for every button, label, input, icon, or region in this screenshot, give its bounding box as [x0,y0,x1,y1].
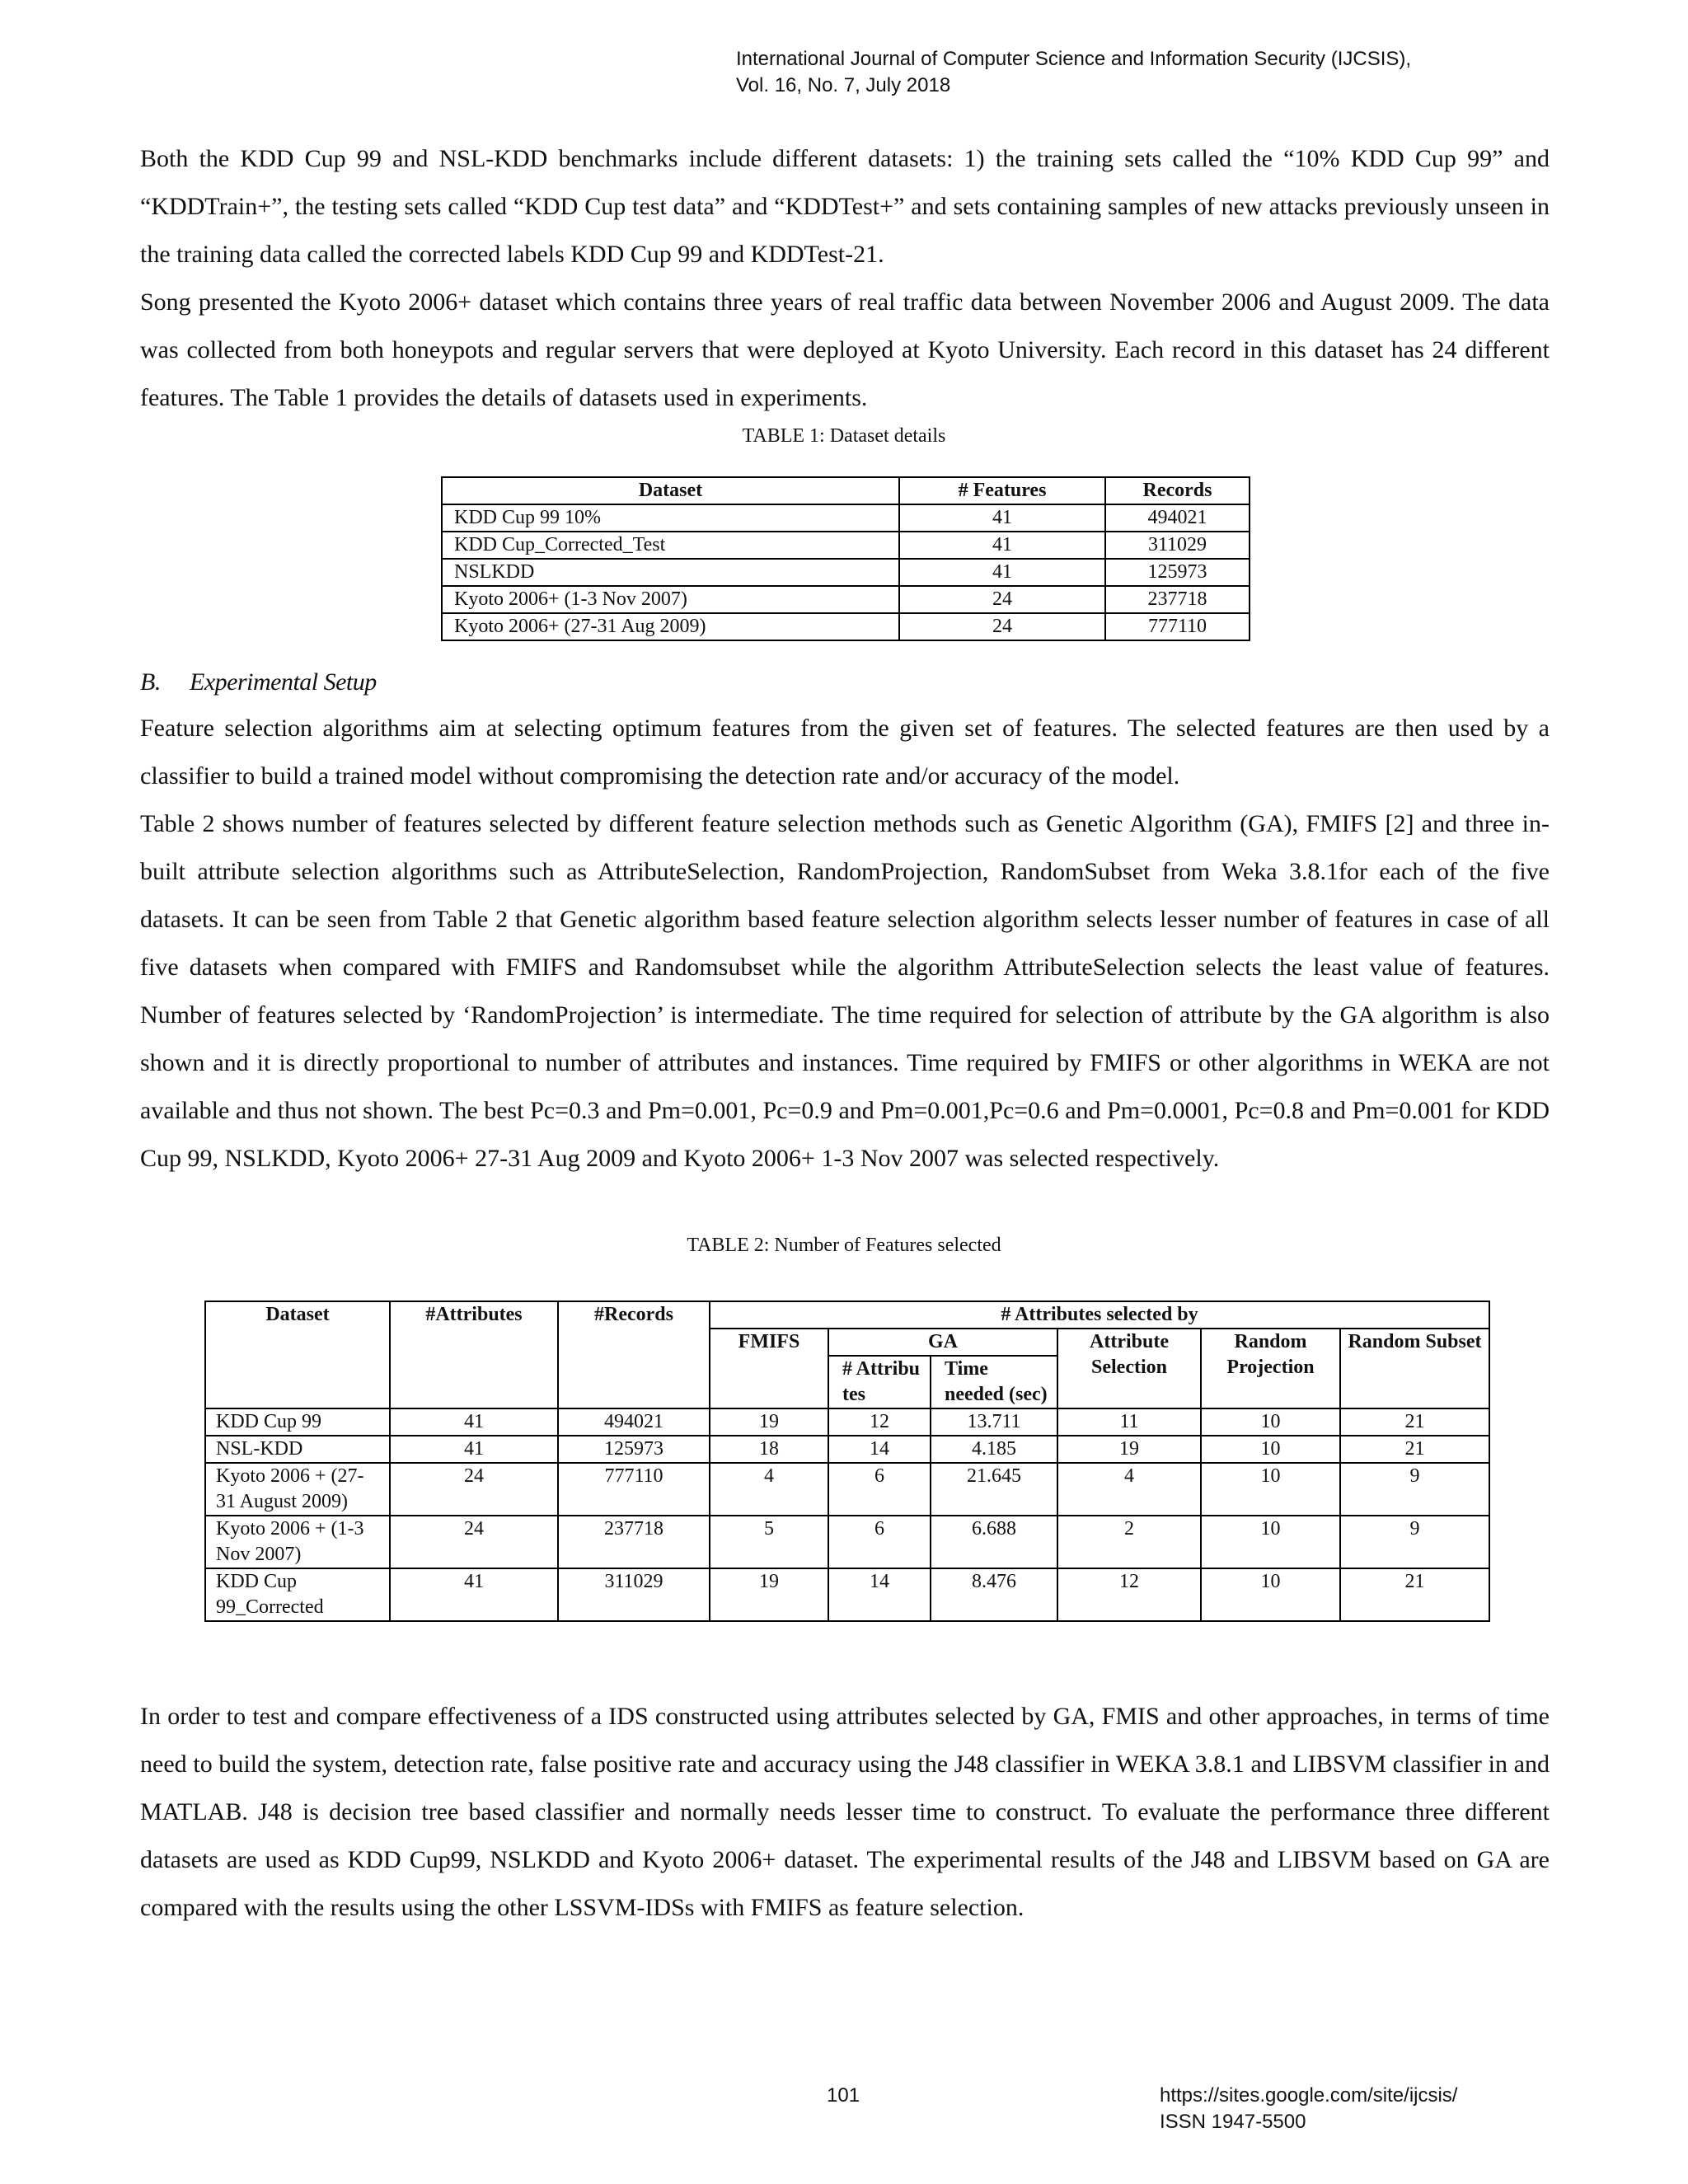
table1-header-row [442,477,1250,504]
table2-cell: 13.711 [931,1408,1057,1436]
table1-cell: 24 [899,613,1105,640]
table1-header-features: # Features [899,477,1105,504]
table1-cell: 41 [899,559,1105,586]
table2-cell: 24 [390,1516,558,1568]
table2-cell: 494021 [558,1408,710,1436]
table1-cell: KDD Cup 99 10% [442,504,899,532]
table2-cell: 6 [828,1516,931,1568]
table1-cell: KDD Cup_Corrected_Test [442,532,899,559]
table2-cell: 21.645 [931,1463,1057,1516]
paragraph-feature-selection: Feature selection algorithms aim at selecting optimum features from the given set of features. The selected features are then used by a classifier to build a trained model without compromising the detection rate and/or accuracy of the model. [140,715,1550,790]
table2-header-ga-attributes: # Attribu tes [828,1356,931,1408]
table1-cell: Kyoto 2006+ (27-31 Aug 2009) [442,613,899,640]
table2-header-ga: GA [828,1329,1057,1356]
table1-cell: 237718 [1105,586,1250,613]
table1-cell: 41 [899,504,1105,532]
table2-header-fmifs: FMIFS [710,1329,828,1408]
table2-cell: 19 [710,1408,828,1436]
section-title: Experimental Setup [190,668,377,696]
paragraph-kyoto: Song presented the Kyoto 2006+ dataset which contains three years of real traffic data between November 2006 and August 2009. The data was collected from both honeypots and regular servers that were deployed at Kyoto University. Each record in this dataset has 24 different features. The Table 1 provides the details of datasets used in experiments. [140,288,1550,411]
table2-cell: 12 [828,1408,931,1436]
table2-header-attribute-selection: Attribute Selection [1057,1329,1201,1408]
section-number: B. [140,668,161,696]
table2-cell: 237718 [558,1516,710,1568]
table2-cell: 10 [1201,1568,1340,1621]
table1-header-dataset: Dataset [442,477,899,504]
table1-cell: 24 [899,586,1105,613]
paragraph-table2-discussion: Table 2 shows number of features selected by different feature selection methods such as Genetic Algorithm (GA), FMIFS [2] and three in-built attribute selection algorithms such as AttributeSelection, RandomProjection, RandomSubset from Weka 3.8.1for each of the five datasets. It can be seen from Table 2 that Genetic algorithm based feature selection algorithm selects lesser number of features in case of all five datasets when compared with FMIFS and Randomsubset while the algorithm AttributeSelection selects the least value of features. Number of features selected by ‘RandomProjection’ is intermediate. The time required for selection of attribute by the GA algorithm is also shown and it is directly proportional to number of attributes and instances. Time required by FMIFS or other algorithms in WEKA are not available and thus not shown. The best Pc=0.3 and Pm=0.001, Pc=0.9 and Pm=0.001,Pc=0.6 and Pm=0.0001, Pc=0.8 and Pm=0.001 for KDD Cup 99, NSLKDD, Kyoto 2006+ 27-31 Aug 2009 and Kyoto 2006+ 1-3 Nov 2007 was selected respectively. [140,810,1550,1172]
table2-cell: 4.185 [931,1436,1057,1463]
table2-cell: 6 [828,1463,931,1516]
table2-cell: 21 [1340,1408,1489,1436]
table2-caption: TABLE 2: Number of Features selected [687,1235,1001,1256]
table2-cell: 311029 [558,1568,710,1621]
table2-cell: 8.476 [931,1568,1057,1621]
table-row [442,532,1250,559]
table2-header-attributes: #Attributes [390,1301,558,1408]
table2-cell: KDD Cup 99 [205,1408,390,1436]
table1 [441,476,1250,641]
journal-title: International Journal of Computer Science and Information Security (IJCSIS), [736,48,1412,70]
table2-cell: 18 [710,1436,828,1463]
table2-header-row [205,1301,1489,1329]
table1-cell: NSLKDD [442,559,899,586]
journal-header [736,46,1411,99]
table1-cell: 494021 [1105,504,1250,532]
table2-cell: 5 [710,1516,828,1568]
table2-header-random-subset: Random Subset [1340,1329,1489,1408]
table2-cell: 24 [390,1463,558,1516]
table2-cell: 14 [828,1568,931,1621]
table2-cell: 41 [390,1568,558,1621]
table2-cell: Kyoto 2006 + (1-3 Nov 2007) [205,1516,390,1568]
table1-cell: Kyoto 2006+ (1-3 Nov 2007) [442,586,899,613]
table2-cell: 11 [1057,1408,1201,1436]
table2-cell: 9 [1340,1463,1489,1516]
table1-caption: TABLE 1: Dataset details [742,425,946,447]
table-row [442,504,1250,532]
table2-header-records: #Records [558,1301,710,1408]
table2-header-ga-time: Time needed (sec) [931,1356,1057,1408]
table-row [205,1516,1489,1568]
table2-cell: 4 [710,1463,828,1516]
table2-cell: Kyoto 2006 + (27-31 August 2009) [205,1463,390,1516]
table-row [205,1463,1489,1516]
table1-cell: 125973 [1105,559,1250,586]
table2-cell: 10 [1201,1436,1340,1463]
table2-header-dataset: Dataset [205,1301,390,1408]
table1-cell: 41 [899,532,1105,559]
table2-cell: 19 [710,1568,828,1621]
table2-cell: 14 [828,1436,931,1463]
paragraph-datasets: Both the KDD Cup 99 and NSL-KDD benchmarks include different datasets: 1) the training sets called the “10% KDD Cup 99” and “KDDTrain+”, the testing sets called “KDD Cup test data” and “KDDTest+” and sets containing samples of new attacks previously unseen in the training data called the corrected labels KDD Cup 99 and KDDTest-21. [140,145,1550,268]
table2-cell: 6.688 [931,1516,1057,1568]
paragraph-evaluation: In order to test and compare effectiveness of a IDS constructed using attributes selected by GA, FMIS and other approaches, in terms of time need to build the system, detection rate, false positive rate and accuracy using the J48 classifier in WEKA 3.8.1 and LIBSVM classifier in and MATLAB. J48 is decision tree based classifier and normally needs lesser time to construct. To evaluate the performance three different datasets are used as KDD Cup99, NSLKDD and Kyoto 2006+ dataset. The experimental results of the J48 and LIBSVM based on GA are compared with the results using the other LSSVM-IDSs with FMIFS as feature selection. [140,1703,1550,1921]
page-number: 101 [827,2084,860,2107]
journal-volume: Vol. 16, No. 7, July 2018 [736,74,951,96]
table2-cell: 12 [1057,1568,1201,1621]
table-row [442,559,1250,586]
table2 [204,1301,1490,1622]
table2-cell: KDD Cup 99_Corrected [205,1568,390,1621]
footer-url: https://sites.google.com/site/ijcsis/ [1160,2084,1458,2107]
table2-cell: 21 [1340,1436,1489,1463]
table1-header-records: Records [1105,477,1250,504]
table2-cell: 125973 [558,1436,710,1463]
table2-cell: 777110 [558,1463,710,1516]
table2-cell: 10 [1201,1408,1340,1436]
section-heading [140,666,377,699]
table2-cell: 4 [1057,1463,1201,1516]
table-row [205,1436,1489,1463]
table2-cell: 2 [1057,1516,1201,1568]
table2-cell: 41 [390,1436,558,1463]
table2-cell: 19 [1057,1436,1201,1463]
footer-issn: ISSN 1947-5500 [1160,2111,1306,2133]
table2-cell: 9 [1340,1516,1489,1568]
table-row [442,586,1250,613]
table2-cell: 41 [390,1408,558,1436]
table2-header-random-projection: Random Projection [1201,1329,1340,1408]
table1-cell: 311029 [1105,532,1250,559]
footer-info [1160,2083,1457,2135]
table2-cell: NSL-KDD [205,1436,390,1463]
table2-cell: 10 [1201,1516,1340,1568]
table2-header-selected-by: # Attributes selected by [710,1301,1489,1329]
table2-cell: 10 [1201,1463,1340,1516]
table-row [205,1408,1489,1436]
table1-cell: 777110 [1105,613,1250,640]
table2-cell: 21 [1340,1568,1489,1621]
table-row [205,1568,1489,1621]
table-row [442,613,1250,640]
